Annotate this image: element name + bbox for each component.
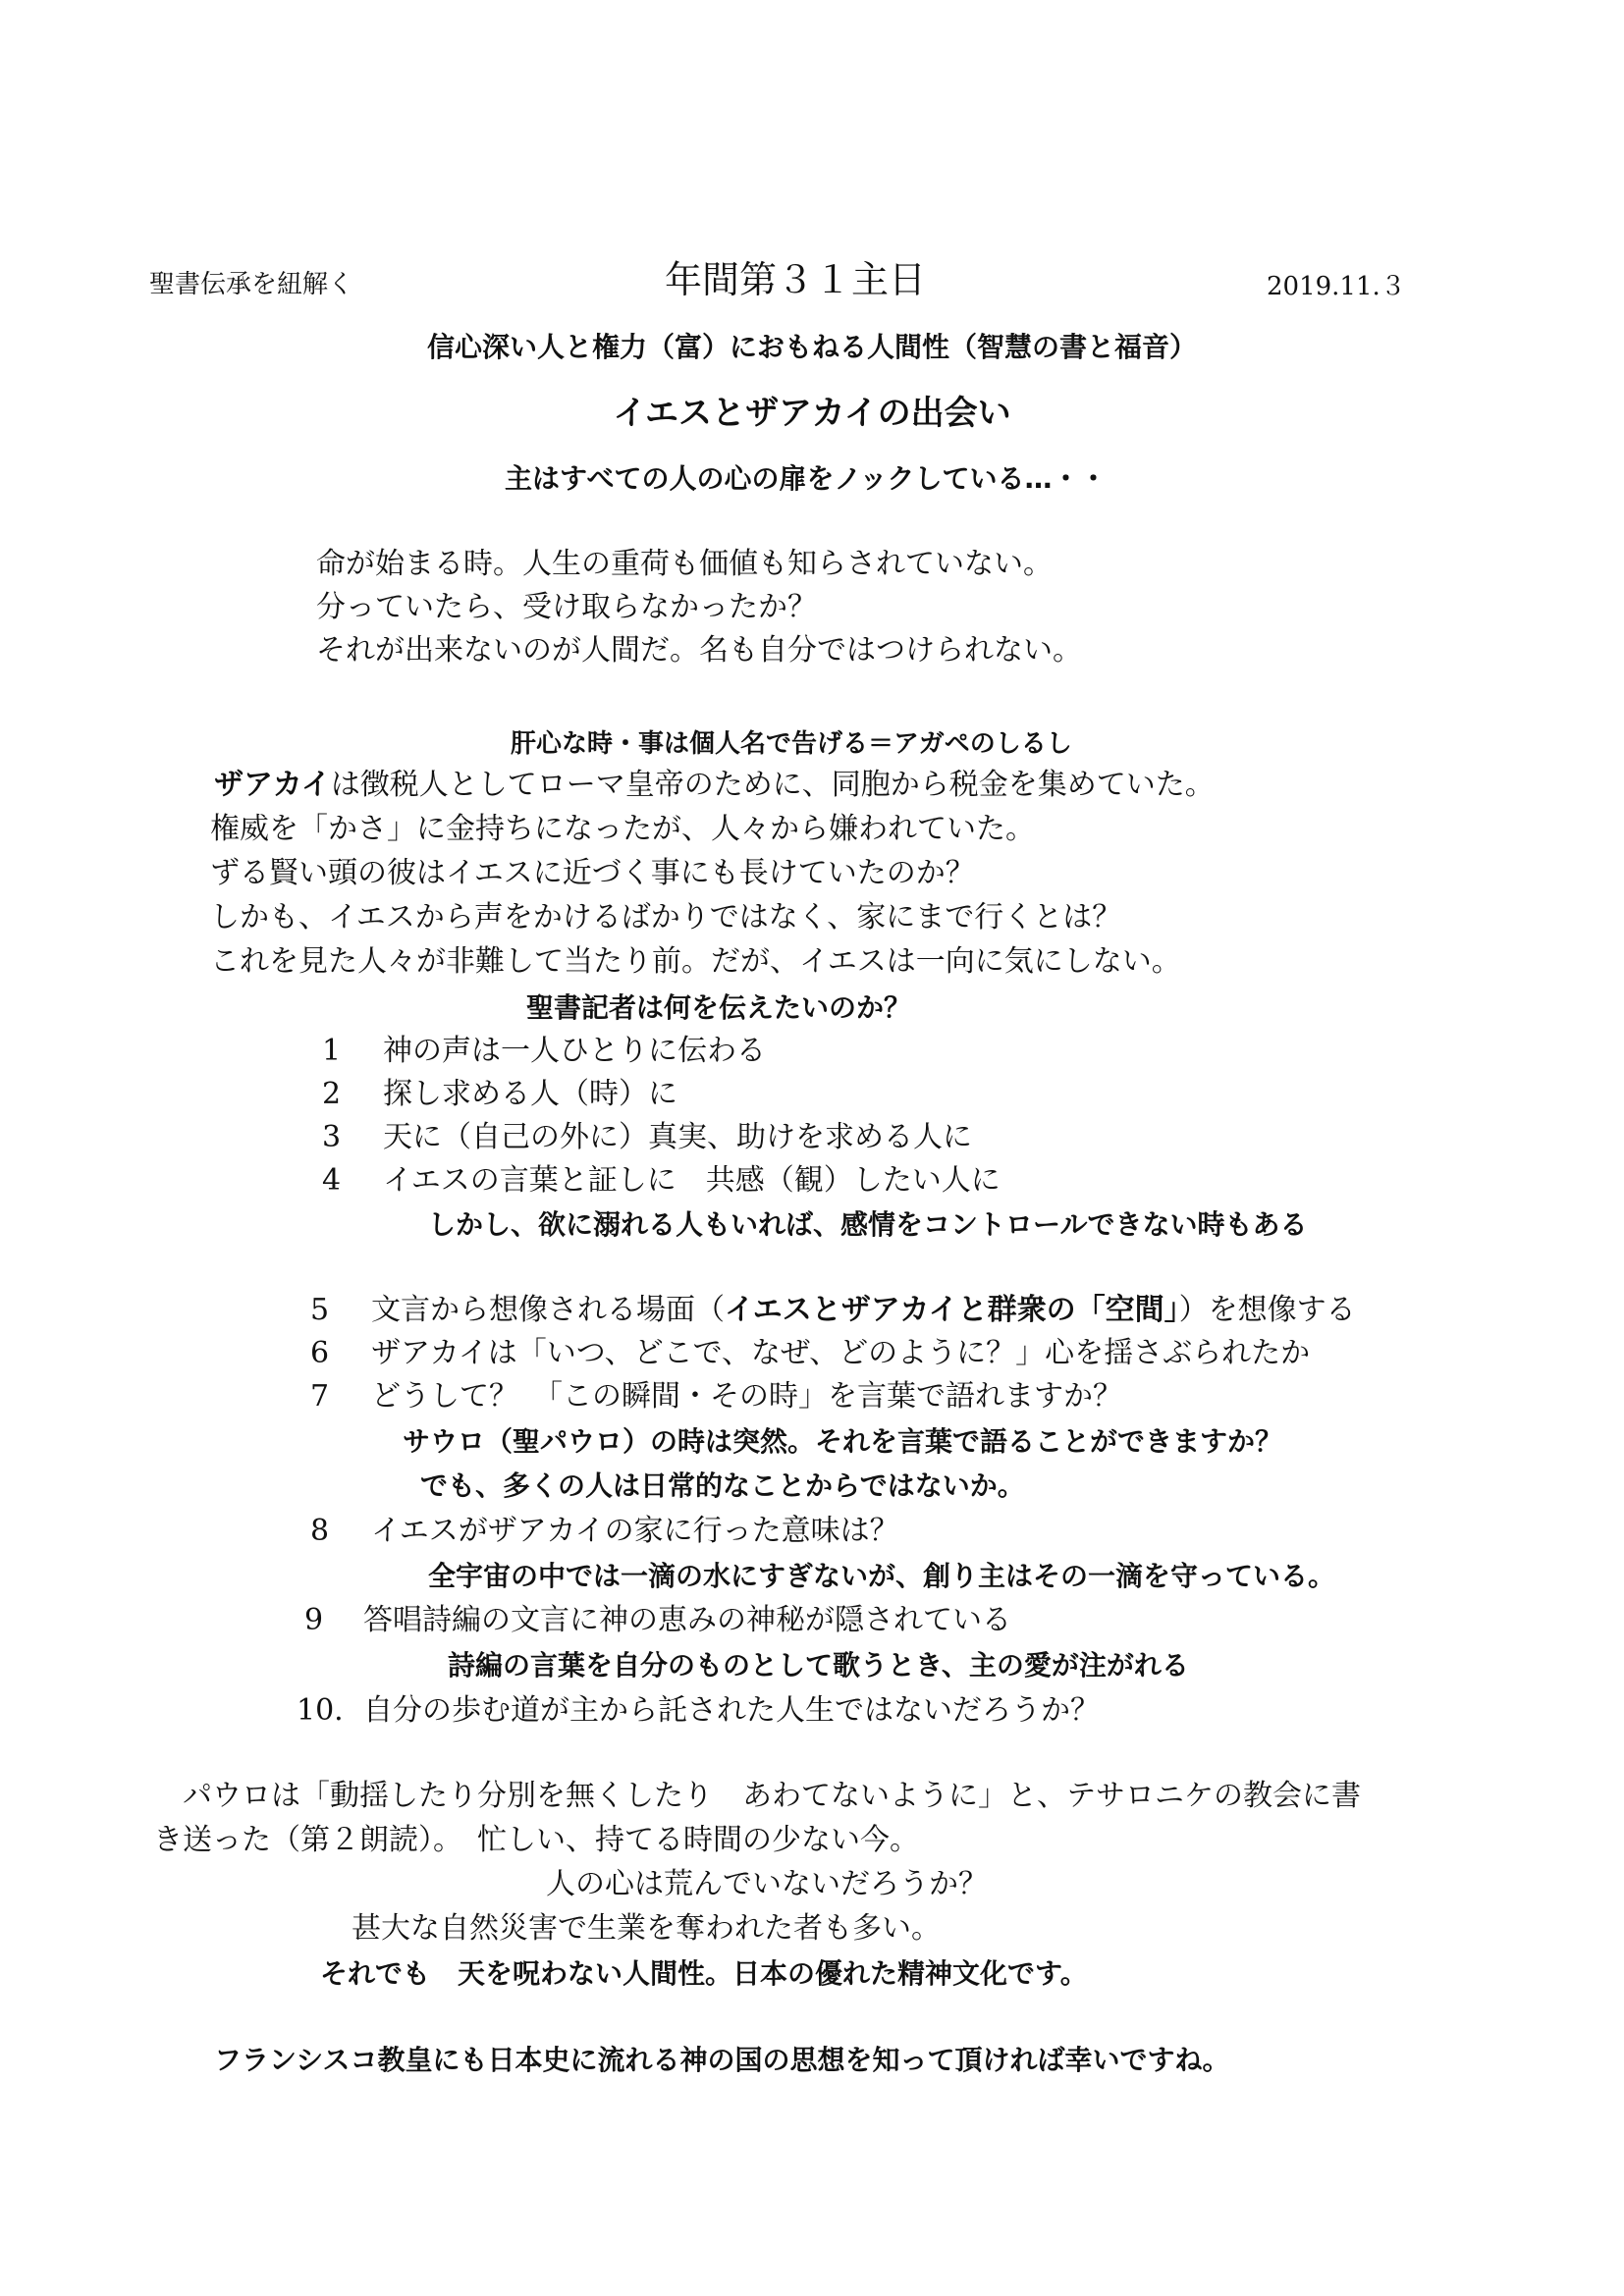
list-number: 9	[304, 1603, 324, 1637]
list-number: 6	[310, 1336, 330, 1370]
list-number: 4	[322, 1163, 342, 1198]
section-heading: 肝心な時・事は個人名で告げる＝アガペのしるし	[511, 729, 1072, 759]
list-text: 自分の歩む道が主から託された人生ではないだろうか？	[363, 1693, 1100, 1728]
list-number: 5	[310, 1293, 330, 1327]
list-number: 2	[322, 1077, 342, 1111]
main-title: イエスとザアカイの出会い	[613, 394, 1011, 433]
body-line-1-text: は徴税人としてローマ皇帝のために、同胞から税金を集めていた。	[330, 768, 1215, 802]
list-item	[322, 1163, 1001, 1198]
list-item	[304, 1603, 1011, 1637]
list-text: 探し求める人（時）に	[383, 1077, 677, 1111]
closing-line: 甚大な自然災害で生業を奪われた者も多い。	[352, 1911, 941, 1946]
note-after-4: しかし、欲に溺れる人もいれば、感情をコントロールできない時もある	[428, 1208, 1308, 1241]
list-number: 3	[322, 1120, 342, 1154]
list-text: 答唱詩編の文言に神の恵みの神秘が隠されている	[363, 1603, 1011, 1637]
body-line: これを見た人々が非難して当たり前。だが、イエスは一向に気にしない。	[210, 944, 1181, 979]
body-line: しかも、イエスから声をかけるばかりではなく、家にまで行くとは？	[210, 900, 1122, 934]
list-item	[310, 1336, 1311, 1370]
list-item	[310, 1379, 1122, 1414]
list-text: 文言から想像される場面（	[371, 1293, 725, 1327]
header-date: 2019.11.３	[1267, 272, 1406, 301]
intro-line: 命が始まる時。人生の重荷も価値も知らされていない。	[316, 547, 1053, 581]
list-item	[310, 1514, 899, 1548]
intro-line: それが出来ないのが人間だ。名も自分ではつけられない。	[316, 633, 1082, 667]
list-text: イエスがザアカイの家に行った意味は？	[371, 1514, 899, 1548]
body-line-1	[214, 768, 1215, 802]
list-number: 10.	[297, 1693, 344, 1728]
list-text: イエスの言葉と証しに 共感（観）したい人に	[383, 1163, 1001, 1198]
list-text: ザアカイは「いつ、どこで、なぜ、どのように？」心を揺さぶられたか	[371, 1336, 1311, 1370]
list-number: 1	[322, 1034, 342, 1068]
list-item	[310, 1293, 1356, 1327]
body-line: ずる賢い頭の彼はイエスに近づく事にも長けていたのか？	[210, 856, 975, 890]
header-series-label: 聖書伝承を紐解く	[149, 270, 354, 299]
closing-line: 人の心は荒んでいないだろうか？	[546, 1867, 988, 1901]
list-number: 8	[310, 1514, 330, 1548]
list-item	[322, 1034, 766, 1068]
question-heading: 聖書記者は何を伝えたいのか？	[526, 991, 912, 1024]
note-after-8: 全宇宙の中では一滴の水にすぎないが、創り主はその一滴を守っている。	[428, 1560, 1336, 1592]
final-line: フランシスコ教皇にも日本史に流れる神の国の思想を知って頂ければ幸いですね。	[214, 2044, 1230, 2076]
list-number: 7	[310, 1379, 330, 1414]
note-after-7: でも、多くの人は日常的なことからではないか。	[420, 1469, 1025, 1502]
body-line: 権威を「かさ」に金持ちになったが、人々から嫌われていた。	[210, 812, 1035, 846]
header-title: 年間第３１主日	[665, 258, 927, 301]
list-item	[322, 1120, 972, 1154]
list-text: 神の声は一人ひとりに伝わる	[383, 1034, 766, 1068]
note-after-9: 詩編の言葉を自分のものとして歌うとき、主の愛が注がれる	[448, 1649, 1189, 1682]
closing-paragraph-line: き送った（第２朗読）。 忙しい、持てる時間の少ない今。	[153, 1823, 919, 1857]
note-after-7: サウロ（聖パウロ）の時は突然。それを言葉で語ることができますか？	[403, 1425, 1283, 1458]
list-item	[322, 1077, 677, 1111]
subtitle: 信心深い人と権力（富）におもねる人間性（智慧の書と福音）	[426, 331, 1197, 363]
list-text: どうして？ 「この瞬間・その時」を言葉で語れますか？	[371, 1379, 1122, 1414]
list-item	[297, 1693, 1100, 1728]
closing-line-bold: それでも 天を呪わない人間性。日本の優れた精神文化です。	[320, 1957, 1088, 1990]
list-text: 天に（自己の外に）真実、助けを求める人に	[383, 1120, 972, 1154]
intro-line: 分っていたら、受け取らなかったか？	[316, 590, 817, 624]
list-text: ）を想像する	[1178, 1293, 1356, 1327]
tagline: 主はすべての人の心の扉をノックしている…・・	[505, 462, 1108, 495]
zacchaeus-name: ザアカイ	[214, 768, 331, 802]
closing-paragraph-line: パウロは「動揺したり分別を無くしたり あわてないように」と、テサロニケの教会に書	[183, 1779, 1361, 1813]
list-text-bold: イエスとザアカイと群衆の「空間」	[725, 1293, 1179, 1327]
